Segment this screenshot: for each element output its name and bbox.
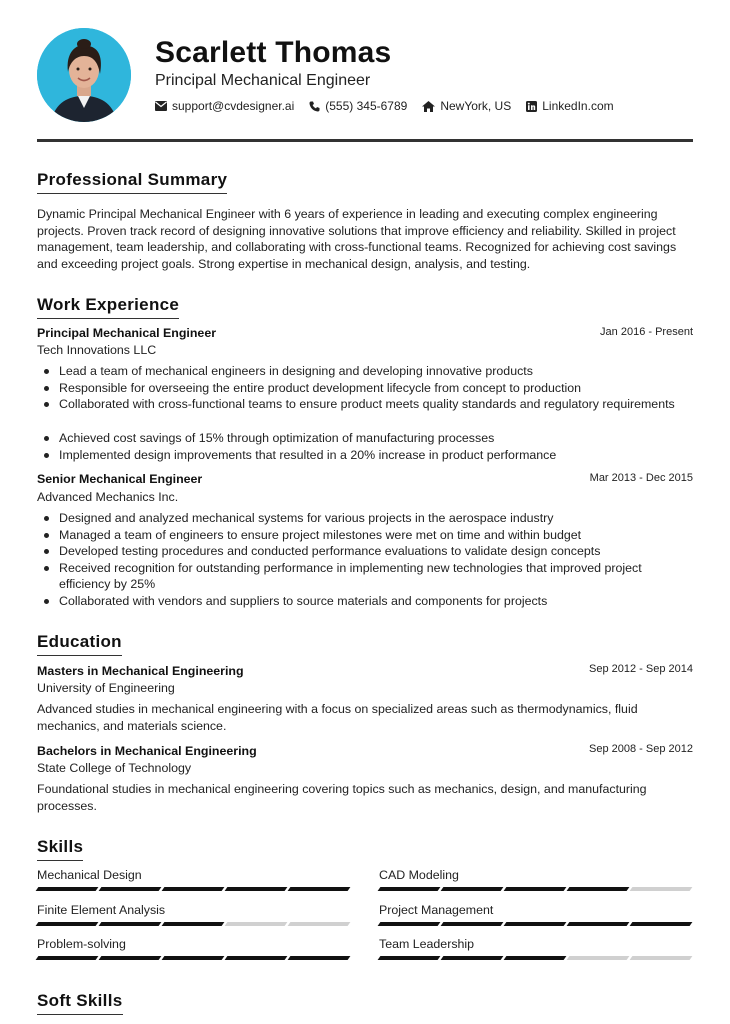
degree-description: Advanced studies in mechanical engineering with a focus on specialized areas such as thermodynamics, fluid mechanics, and materials science. [37, 702, 638, 733]
candidate-title: Principal Mechanical Engineer [155, 72, 371, 89]
skill-name: Mechanical Design [37, 868, 142, 882]
list-item: Lead a team of mechanical engineers in designing and developing innovative products [59, 363, 693, 380]
list-item: Responsible for overseeing the entire product development lifecycle from concept to production [59, 380, 693, 397]
list-item: Achieved cost savings of 15% through optimization of manufacturing processes [59, 430, 693, 447]
job-dates: Mar 2013 - Dec 2015 [589, 472, 693, 484]
envelope-icon [155, 101, 167, 111]
skill-name: Problem-solving [37, 937, 126, 951]
skill-level-bar [37, 887, 351, 891]
skill-level-bar [379, 922, 693, 926]
contact-phone[interactable] [309, 99, 407, 113]
job-title: Principal Mechanical Engineer [37, 326, 217, 340]
contact-email-text: support@cvdesigner.ai [172, 99, 295, 113]
degree-dates: Sep 2012 - Sep 2014 [589, 663, 693, 675]
job-company: Tech Innovations LLC [37, 343, 157, 357]
header-divider [37, 139, 693, 142]
skill-level-segment [99, 922, 162, 926]
skill-level-segment [225, 887, 288, 891]
skill-level-segment [630, 922, 693, 926]
skill-item [379, 903, 693, 926]
experience-heading: Work Experience [37, 295, 179, 319]
skill-level-segment [225, 956, 288, 960]
list-item: Collaborated with vendors and suppliers to source materials and components for projects [59, 593, 693, 610]
list-item: Managed a team of engineers to ensure project milestones were met on time and within budget [59, 527, 693, 544]
resume-header [37, 28, 693, 124]
skill-level-segment [378, 956, 441, 960]
candidate-name: Scarlett Thomas [155, 36, 392, 69]
job-dates: Jan 2016 - Present [600, 326, 693, 338]
skill-name: CAD Modeling [379, 868, 459, 882]
degree-title: Masters in Mechanical Engineering [37, 664, 244, 678]
skill-name: Finite Element Analysis [37, 903, 166, 917]
list-item: Designed and analyzed mechanical systems for various projects in the aerospace industry [59, 510, 693, 527]
skill-name: Team Leadership [379, 937, 475, 951]
skill-level-segment [288, 956, 351, 960]
skill-level-segment [378, 922, 441, 926]
skill-level-segment [162, 922, 225, 926]
skill-level-segment [504, 956, 567, 960]
skill-level-segment [567, 956, 630, 960]
degree-title: Bachelors in Mechanical Engineering [37, 744, 257, 758]
skill-item [37, 903, 351, 926]
profile-photo [37, 28, 131, 122]
skill-level-segment [441, 887, 504, 891]
skill-level-bar [379, 956, 693, 960]
skill-level-segment [630, 956, 693, 960]
skill-level-segment [288, 922, 351, 926]
contact-linkedin[interactable] [526, 99, 613, 113]
skill-level-segment [162, 956, 225, 960]
skill-level-segment [378, 887, 441, 891]
linkedin-icon [526, 101, 537, 112]
skill-level-segment [99, 887, 162, 891]
skill-level-segment [504, 887, 567, 891]
contact-linkedin-text: LinkedIn.com [542, 99, 614, 113]
skill-level-bar [37, 922, 351, 926]
summary-heading: Professional Summary [37, 170, 227, 194]
skill-level-segment [36, 956, 99, 960]
skill-level-segment [36, 887, 99, 891]
skills-heading: Skills [37, 837, 83, 861]
skill-level-segment [567, 887, 630, 891]
degree-description: Foundational studies in mechanical engineering covering topics such as mechanics, design, and manufacturing processes. [37, 782, 647, 813]
school-name: University of Engineering [37, 681, 175, 695]
skill-level-segment [288, 887, 351, 891]
job-bullets [37, 363, 693, 413]
skill-level-segment [567, 922, 630, 926]
skill-level-segment [504, 922, 567, 926]
summary-text: Dynamic Principal Mechanical Engineer with 6 years of experience in leading and executing complex engineering projects. Proven track record of designing innovative solutions that improve efficiency and reliability. Skilled in project management, team leadership, and collaborating with cross-functional teams. Recognized for achieving cost savings and exceeding project goals. Strong expertise in mechanical design, analysis, and testing. [37, 207, 677, 272]
skill-item [37, 937, 351, 960]
contact-row [155, 99, 614, 113]
job-title: Senior Mechanical Engineer [37, 472, 203, 486]
skill-level-bar [379, 887, 693, 891]
job-bullets [37, 510, 693, 610]
contact-location-text: NewYork, US [440, 99, 512, 113]
contact-email[interactable] [155, 99, 294, 113]
soft-skills-heading: Soft Skills [37, 991, 123, 1015]
skill-level-segment [162, 887, 225, 891]
skill-item [379, 937, 693, 960]
skill-level-segment [441, 956, 504, 960]
skill-level-segment [630, 887, 693, 891]
contact-location [422, 99, 511, 113]
skill-level-segment [225, 922, 288, 926]
skill-level-segment [36, 922, 99, 926]
skill-level-bar [37, 956, 351, 960]
list-item: Implemented design improvements that resulted in a 20% increase in product performance [59, 447, 693, 464]
contact-phone-text: (555) 345-6789 [325, 99, 408, 113]
job-company: Advanced Mechanics Inc. [37, 490, 179, 504]
skill-level-segment [99, 956, 162, 960]
list-item: Developed testing procedures and conducted performance evaluations to validate design concepts [59, 543, 693, 560]
skill-level-segment [441, 922, 504, 926]
school-name: State College of Technology [37, 761, 192, 775]
skill-name: Project Management [379, 903, 494, 917]
skill-item [379, 868, 693, 891]
phone-icon [309, 101, 320, 112]
job-bullets [37, 430, 693, 463]
education-heading: Education [37, 632, 122, 656]
avatar [37, 28, 131, 122]
home-icon [422, 101, 435, 112]
list-item: Collaborated with cross-functional teams to ensure product meets quality standards and regulatory requirements [59, 396, 693, 413]
skill-item [37, 868, 351, 891]
degree-dates: Sep 2008 - Sep 2012 [589, 743, 693, 755]
list-item: Received recognition for outstanding performance in implementing new technologies that improved project efficiency by 25% [59, 560, 693, 593]
